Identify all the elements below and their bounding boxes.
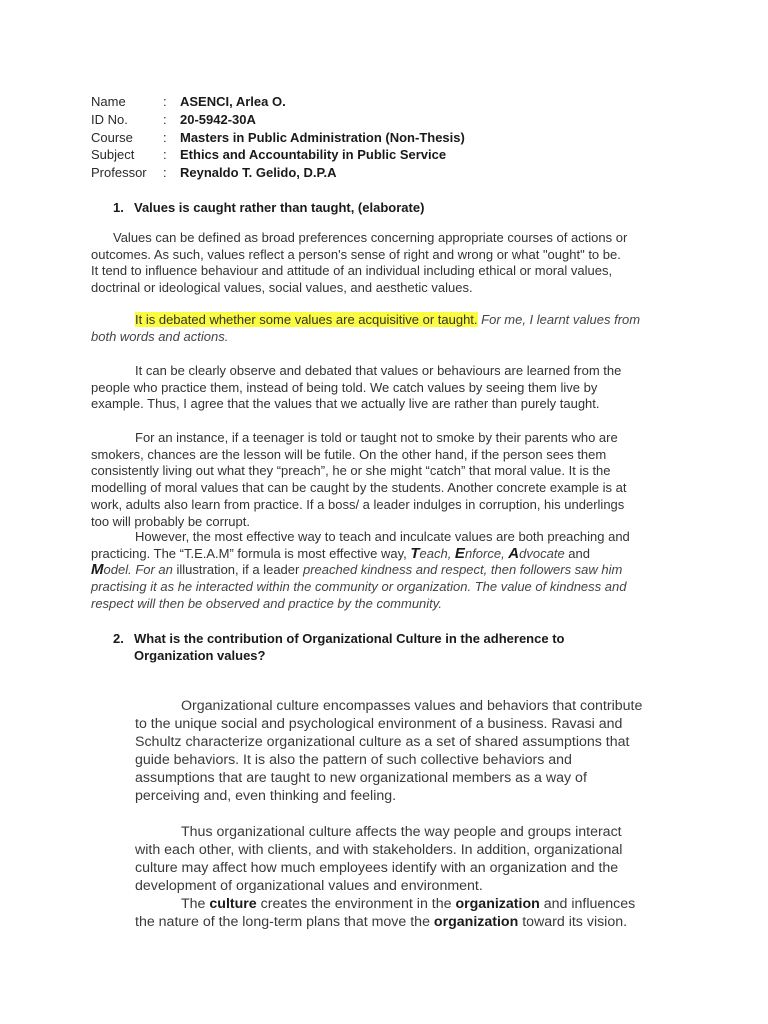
text-line [91, 312, 681, 329]
text-line: Thus organizational culture affects the way people and groups interact [181, 824, 622, 840]
info-value: Reynaldo T. Gelido, D.P.A [180, 165, 337, 181]
text-line: the nature of the long-term plans that move the organization toward its vision. [135, 914, 628, 930]
text-line: smokers, chances are the lesson will be futile. On the other hand, if the person sees them [91, 446, 607, 462]
text-line: It can be clearly observe and debated that values or behaviours are learned from the [135, 363, 622, 378]
question-2 [113, 630, 564, 664]
text-line: culture may affect how much employees identify with an organization and the [135, 860, 619, 876]
info-label: Professor [91, 165, 147, 181]
text-line: Model. For an illustration, if a leader preached kindness and respect, then followers saw him [91, 561, 623, 579]
info-colon: : [163, 94, 167, 109]
info-row-subject [91, 146, 465, 164]
text-line: example. Thus, I agree that the values that we actually live are rather than purely taught. [91, 396, 600, 412]
q1-paragraph-3 [91, 363, 681, 413]
text-line: people who practice them, instead of being told. We catch values by seeing them live by [91, 379, 598, 395]
text-line: too will probably be corrupt. [91, 513, 250, 529]
info-row-name [91, 93, 465, 111]
info-label: Subject [91, 147, 135, 163]
info-value: Masters in Public Administration (Non-Thesis) [180, 129, 465, 145]
info-colon: : [163, 165, 167, 181]
question-number: 1. [113, 200, 124, 215]
text-line: practising it as he interacted within the community or organization. The value of kindness and [91, 579, 627, 595]
text-line: to the unique social and psychological environment of a business. Ravasi and [135, 716, 623, 732]
info-value: 20-5942-30A [180, 111, 256, 127]
text-line: work, adults also learn from practice. If a boss/ a leader indulges in corruption, his underlings [91, 496, 625, 512]
q2-paragraph-1 [135, 697, 695, 805]
text-line: with each other, with clients, and with stakeholders. In addition, organizational [135, 842, 623, 858]
q2-paragraph-3 [135, 895, 695, 931]
text-line: Organizational culture encompasses values and behaviors that contribute [181, 698, 643, 714]
text-line: doctrinal or ideological values, social values, and aesthetic values. [91, 280, 473, 296]
q1-paragraph-2 [91, 312, 681, 345]
text-line: Schultz characterize organizational culture as a set of shared assumptions that [135, 734, 630, 750]
text-line: guide behaviors. It is also the pattern of such collective behaviors and [135, 752, 572, 768]
info-label: ID No. [91, 111, 128, 127]
text-line: development of organizational values and environment. [135, 878, 483, 894]
text-line: perceiving and, even thinking and feeling. [135, 788, 397, 804]
text-line: However, the most effective way to teach and inculcate values are both preaching and [135, 529, 630, 544]
question-1 [113, 199, 424, 216]
text-line [113, 630, 564, 647]
q1-paragraph-4 [91, 430, 691, 530]
info-value: Ethics and Accountability in Public Service [180, 147, 447, 163]
q2-paragraph-2 [135, 823, 695, 895]
info-colon: : [163, 129, 167, 145]
text-line: modelling of moral values that can be caught by the students. Another concrete example is at [91, 480, 627, 496]
info-colon: : [163, 111, 167, 127]
info-label: Course [91, 129, 133, 145]
bold-term: organization [433, 914, 519, 930]
info-colon: : [163, 147, 167, 163]
info-label: Name [91, 94, 126, 109]
student-info [91, 93, 465, 182]
team-letter: T [410, 544, 420, 562]
team-letter: E [454, 544, 465, 562]
italic-text: both words and actions. [91, 328, 229, 344]
info-value: ASENCI, Arlea O. [180, 94, 286, 109]
info-row-professor [91, 164, 465, 182]
question-text: What is the contribution of Organizational Culture in the adherence to [134, 631, 565, 646]
text-line: Values can be defined as broad preferences concerning appropriate courses of actions or [113, 230, 628, 245]
text-line: practicing. The “T.E.A.M” formula is most effective way, Teach, Enforce, Advocate and [91, 544, 590, 562]
text-line: For an instance, if a teenager is told or taught not to smoke by their parents who are [135, 430, 618, 445]
question-number: 2. [113, 631, 124, 646]
bold-term: culture [209, 896, 257, 912]
info-row-course [91, 129, 465, 147]
question-text: Organization values? [134, 648, 266, 663]
team-letter: A [508, 544, 520, 562]
text-line: The culture creates the environment in the organization and influences [181, 896, 636, 912]
q1-paragraph-1 [91, 230, 669, 297]
italic-text: For me, I learnt values from [477, 312, 641, 327]
question-text: Values is caught rather than taught, (elaborate) [134, 200, 425, 215]
highlighted-text: It is debated whether some values are acquisitive or taught. [135, 312, 478, 327]
text-line: It tend to influence behaviour and attitude of an individual including ethical or moral values, [91, 263, 613, 279]
info-row-id [91, 111, 465, 129]
team-letter: M [91, 561, 104, 579]
text-line: consistently living out what they “preach”, he or she might “catch” that moral value. It is the [91, 463, 611, 479]
bold-term: organization [455, 896, 540, 912]
text-line: respect will then be observed and practice by the community. [91, 595, 442, 611]
q1-paragraph-5 [91, 529, 691, 613]
text-line: assumptions that are taught to new organizational members as a way of [135, 770, 587, 786]
text-line: outcomes. As such, values reflect a person's sense of right and wrong or what "ought" to be. [91, 246, 621, 262]
